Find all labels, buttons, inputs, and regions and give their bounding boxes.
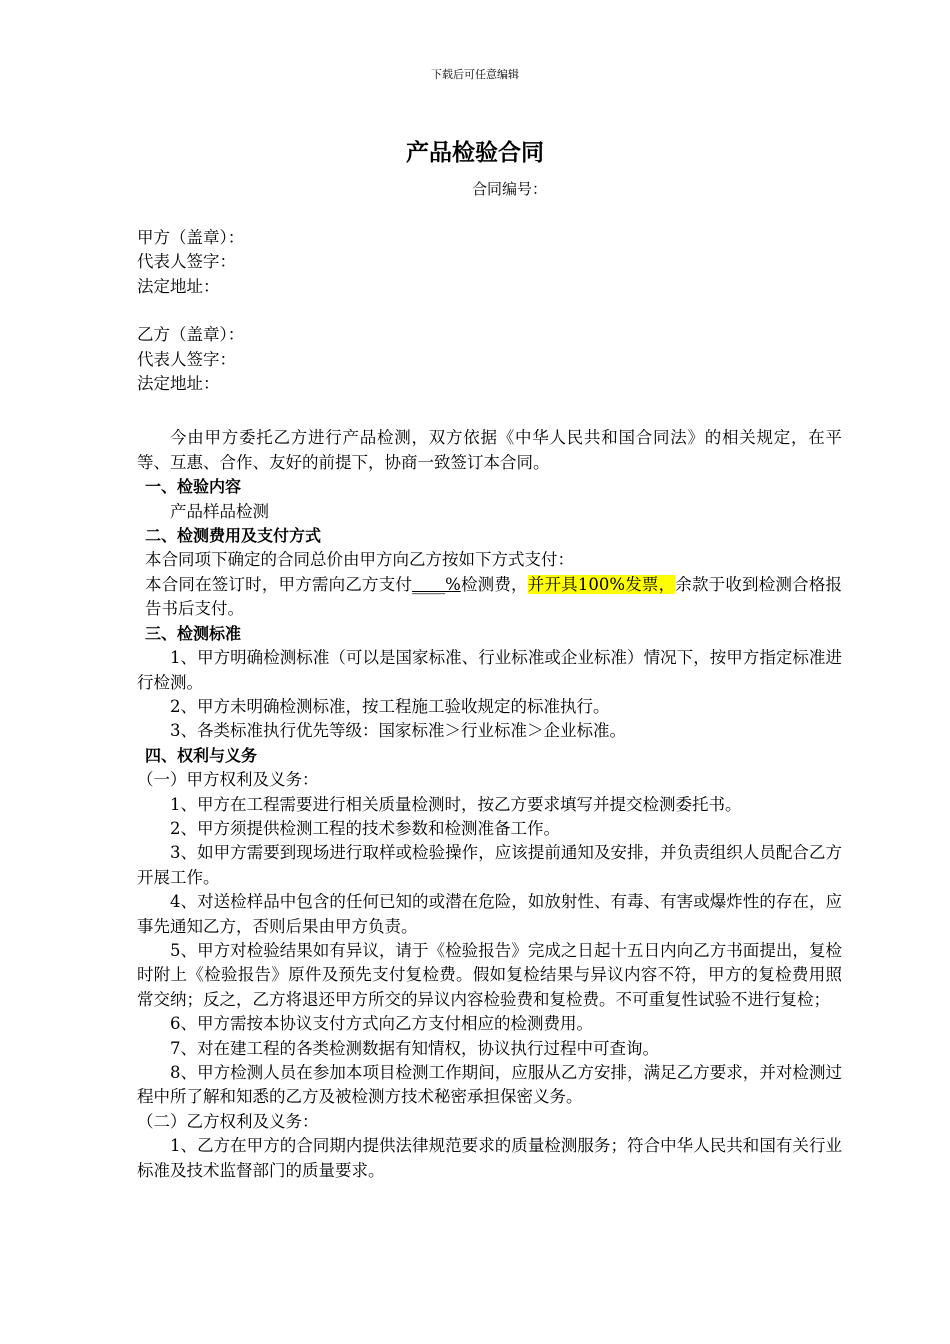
contract-number-label: 合同编号： <box>472 180 548 198</box>
party-b-address: 法定地址： <box>137 374 220 394</box>
section-1-heading: 一、检验内容 <box>145 477 242 497</box>
document-title: 产品检验合同 <box>406 140 544 166</box>
party-a-duty-item: 1、甲方在工程需要进行相关质量检测时，按乙方要求填写并提交检测委托书。 <box>170 794 742 814</box>
party-a-duty-item: 3、如甲方需要到现场进行取样或检验操作，应该提前通知及安排，并负责组织人员配合乙方开展工作。 <box>137 843 842 887</box>
party-a-address: 法定地址： <box>137 276 220 296</box>
party-a-seal: 甲方（盖章）： <box>137 228 245 247</box>
party-a-duty-item: 8、甲方检测人员在参加本项目检测工作期间，应服从乙方安排，满足乙方要求，并对检测过程中所了解和知悉的乙方及被检测方技术秘密承担保密义务。 <box>137 1063 842 1107</box>
contract-body <box>137 226 842 1183</box>
invoice-highlight: 并开具100%发票， <box>527 574 676 594</box>
party-b-representative: 代表人签字： <box>137 349 236 369</box>
section-2-line: 本合同项下确定的合同总价由甲方向乙方按如下方式支付： <box>145 550 574 570</box>
party-a-representative: 代表人签字： <box>137 252 236 272</box>
page-header-note: 下载后可任意编辑 <box>431 68 519 81</box>
party-a-duty-item: 2、甲方须提供检测工程的技术参数和检测准备工作。 <box>170 818 560 838</box>
intro-paragraph: 今由甲方委托乙方进行产品检测，双方依据《中华人民共和国合同法》的相关规定，在平等、互惠、合作、友好的前提下，协商一致签订本合同。 <box>137 428 842 472</box>
section-4-heading: 四、权利与义务 <box>145 745 258 765</box>
party-a-duty-item: 4、对送检样品中包含的任何已知的或潜在危险，如放射性、有毒、有害或爆炸性的存在，应事先通知乙方，否则后果由甲方负责。 <box>137 892 842 936</box>
party-b-duties-heading: （二）乙方权利及义务： <box>137 1111 319 1131</box>
party-b-seal: 乙方（盖章）： <box>137 325 245 345</box>
party-b-duty-item: 1、乙方在甲方的合同期内提供法律规范要求的质量检测服务；符合中华人民共和国有关行业标准及技术监督部门的质量要求。 <box>137 1136 842 1180</box>
party-a-duty-item: 6、甲方需按本协议支付方式向乙方支付相应的检测费用。 <box>170 1014 593 1034</box>
section-1-body: 产品样品检测 <box>170 501 269 521</box>
section-3-item: 2、甲方未明确检测标准，按工程施工验收规定的标准执行。 <box>170 696 610 716</box>
payment-text-post: 余款于收到检测合格报告书后支付。 <box>145 574 843 619</box>
section-3-item: 1、甲方明确检测标准（可以是国家标准、行业标准或企业标准）情况下，按甲方指定标准进行检测。 <box>137 648 842 692</box>
section-2-heading: 二、检测费用及支付方式 <box>145 526 322 546</box>
section-3-item: 3、各类标准执行优先等级：国家标准＞行业标准＞企业标准。 <box>170 721 626 741</box>
party-a-duty-item: 5、甲方对检验结果如有异议，请于《检验报告》完成之日起十五日内向乙方书面提出，复检时附上《检验报告》原件及预先支付复检费。假如复检结果与异议内容不符，甲方的复检费用照常交纳；反之，乙方将退还甲方所交的异议内容检验费和复检费。不可重复性试验不进行复检； <box>137 940 842 1009</box>
payment-clause <box>137 573 842 622</box>
party-a-duties-heading: （一）甲方权利及义务： <box>137 770 319 790</box>
party-a-duty-item: 7、对在建工程的各类检测数据有知情权，协议执行过程中可查询。 <box>170 1038 659 1058</box>
payment-percent-blank: ____% <box>412 574 461 594</box>
payment-text-pre: 本合同在签订时，甲方需向乙方支付 <box>145 574 413 594</box>
payment-text-mid: 检测费， <box>460 574 528 594</box>
section-3-heading: 三、检测标准 <box>145 623 242 643</box>
